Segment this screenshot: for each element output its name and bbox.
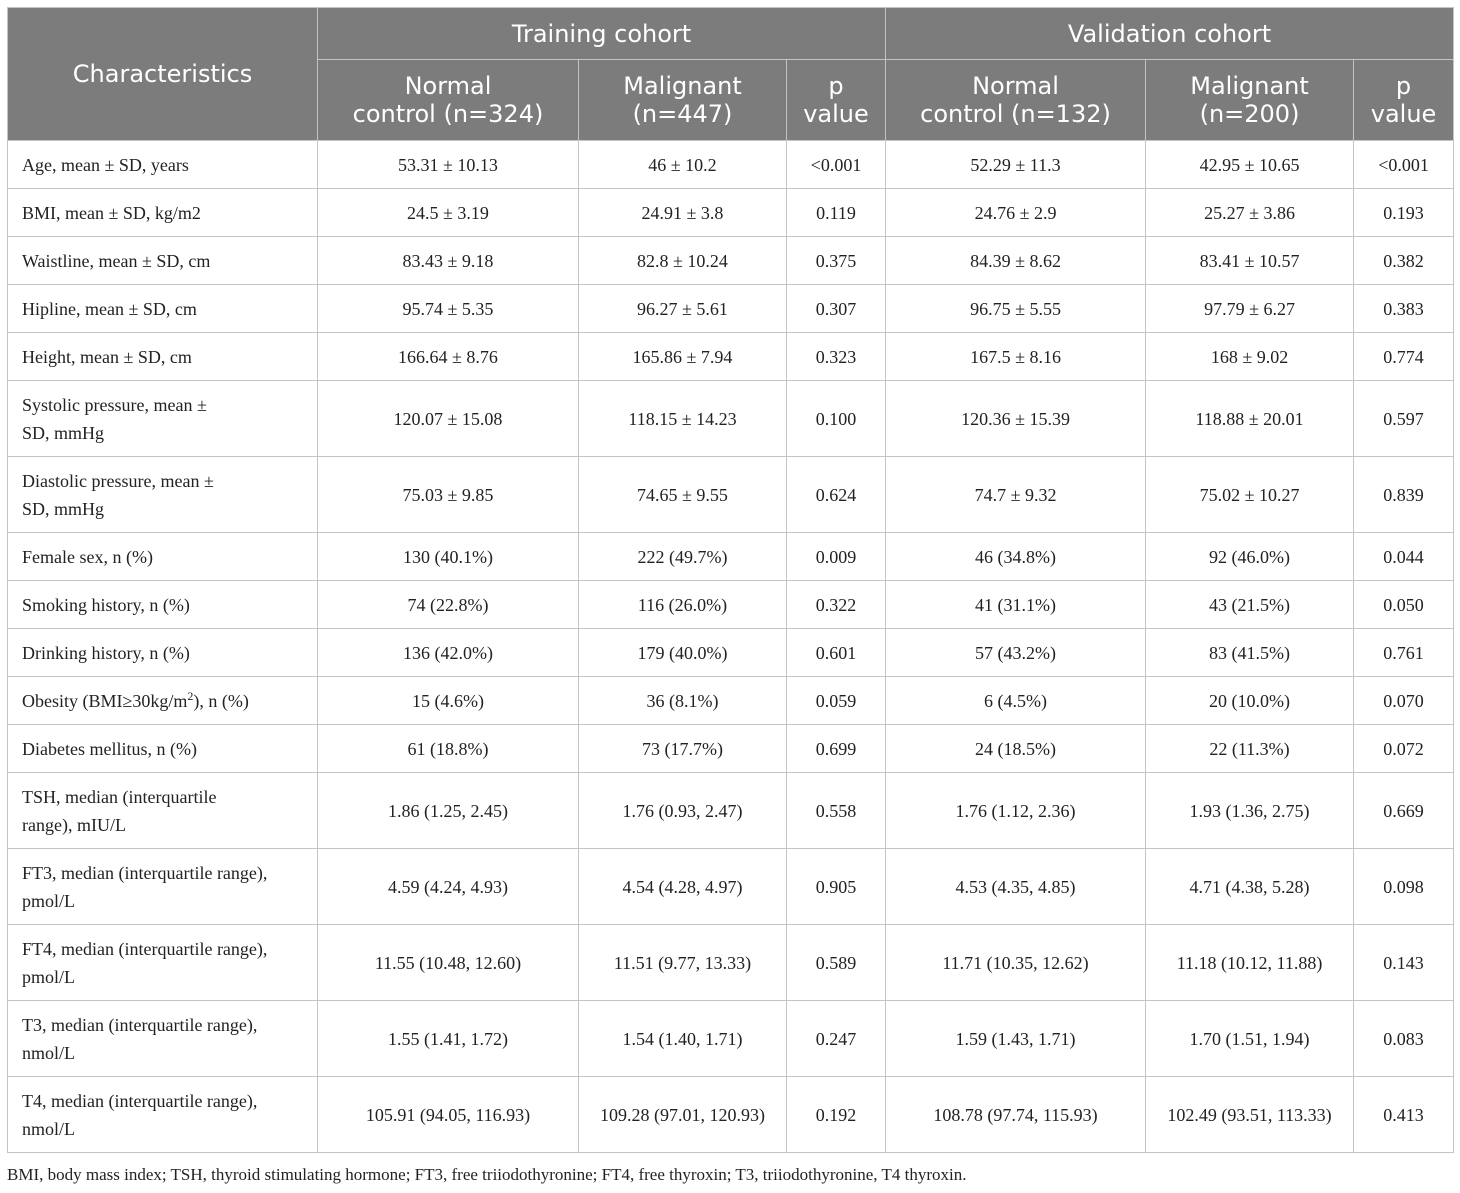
- cell-validation-normal: 1.59 (1.43, 1.71): [886, 1001, 1146, 1077]
- header-row-groups: [8, 8, 1454, 60]
- row-label: [8, 925, 318, 1001]
- cell-validation-malignant: 43 (21.5%): [1146, 581, 1354, 629]
- header-training-p-value: [787, 60, 886, 141]
- cell-training-normal: 136 (42.0%): [318, 629, 579, 677]
- cell-training-malignant: 73 (17.7%): [579, 725, 787, 773]
- row-label: [8, 1001, 318, 1077]
- cell-training-malignant: 1.54 (1.40, 1.71): [579, 1001, 787, 1077]
- cell-validation-normal: 74.7 ± 9.32: [886, 457, 1146, 533]
- cell-validation-p: 0.413: [1354, 1077, 1454, 1153]
- cell-training-malignant: 179 (40.0%): [579, 629, 787, 677]
- cell-validation-normal: 57 (43.2%): [886, 629, 1146, 677]
- table-body: [8, 141, 1454, 1153]
- table-container: [7, 7, 1453, 1153]
- cell-training-malignant: 1.76 (0.93, 2.47): [579, 773, 787, 849]
- cell-validation-normal: 108.78 (97.74, 115.93): [886, 1077, 1146, 1153]
- cell-training-p: 0.100: [787, 381, 886, 457]
- row-label: Diabetes mellitus, n (%): [8, 725, 318, 773]
- row-label: Hipline, mean ± SD, cm: [8, 285, 318, 333]
- cell-training-normal: 53.31 ± 10.13: [318, 141, 579, 189]
- cell-validation-malignant: 102.49 (93.51, 113.33): [1146, 1077, 1354, 1153]
- cell-training-normal: 95.74 ± 5.35: [318, 285, 579, 333]
- header-line: control (n=132): [920, 100, 1111, 128]
- cell-training-p: 0.009: [787, 533, 886, 581]
- row-label-part: Obesity (BMI≥30kg/m: [22, 690, 188, 711]
- cell-validation-malignant: 20 (10.0%): [1146, 677, 1354, 725]
- cell-training-malignant: 118.15 ± 14.23: [579, 381, 787, 457]
- header-training-malignant: [579, 60, 787, 141]
- row-label-line: Diastolic pressure, mean ±: [22, 470, 214, 491]
- cell-training-p: 0.323: [787, 333, 886, 381]
- table-row: [8, 677, 1454, 725]
- cell-training-normal: 105.91 (94.05, 116.93): [318, 1077, 579, 1153]
- cell-training-normal: 166.64 ± 8.76: [318, 333, 579, 381]
- header-characteristics: Characteristics: [8, 8, 318, 141]
- header-training-cohort: Training cohort: [318, 8, 886, 60]
- cell-validation-malignant: 1.93 (1.36, 2.75): [1146, 773, 1354, 849]
- header-line: (n=200): [1199, 100, 1300, 128]
- cell-training-malignant: 116 (26.0%): [579, 581, 787, 629]
- cell-validation-p: <0.001: [1354, 141, 1454, 189]
- table-row: [8, 725, 1454, 773]
- table-row: [8, 1001, 1454, 1077]
- cell-training-p: 0.601: [787, 629, 886, 677]
- table-row: [8, 285, 1454, 333]
- table-row: [8, 1077, 1454, 1153]
- cell-training-p: 0.375: [787, 237, 886, 285]
- cell-training-malignant: 4.54 (4.28, 4.97): [579, 849, 787, 925]
- cell-validation-p: 0.193: [1354, 189, 1454, 237]
- table-row: [8, 457, 1454, 533]
- row-label: Height, mean ± SD, cm: [8, 333, 318, 381]
- header-validation-p-value: [1354, 60, 1454, 141]
- cell-validation-p: 0.383: [1354, 285, 1454, 333]
- cell-validation-normal: 6 (4.5%): [886, 677, 1146, 725]
- cell-training-malignant: 46 ± 10.2: [579, 141, 787, 189]
- cell-validation-malignant: 83.41 ± 10.57: [1146, 237, 1354, 285]
- row-label: [8, 457, 318, 533]
- row-label: BMI, mean ± SD, kg/m2: [8, 189, 318, 237]
- cell-validation-normal: 167.5 ± 8.16: [886, 333, 1146, 381]
- cell-validation-normal: 24 (18.5%): [886, 725, 1146, 773]
- cell-validation-p: 0.761: [1354, 629, 1454, 677]
- header-line: control (n=324): [352, 100, 544, 128]
- cell-training-normal: 83.43 ± 9.18: [318, 237, 579, 285]
- cell-validation-malignant: 42.95 ± 10.65: [1146, 141, 1354, 189]
- header-validation-cohort: Validation cohort: [886, 8, 1454, 60]
- cell-training-malignant: 24.91 ± 3.8: [579, 189, 787, 237]
- cell-training-p: <0.001: [787, 141, 886, 189]
- table-row: [8, 629, 1454, 677]
- cell-validation-malignant: 4.71 (4.38, 5.28): [1146, 849, 1354, 925]
- characteristics-table: [7, 7, 1454, 1153]
- cell-validation-p: 0.070: [1354, 677, 1454, 725]
- header-line: Normal: [404, 72, 492, 100]
- row-label-line: nmol/L: [22, 1042, 75, 1063]
- cell-training-normal: 11.55 (10.48, 12.60): [318, 925, 579, 1001]
- header-line: Malignant: [623, 72, 742, 100]
- table-row: [8, 581, 1454, 629]
- table-row: [8, 333, 1454, 381]
- row-label: [8, 677, 318, 725]
- cell-training-p: 0.059: [787, 677, 886, 725]
- cell-training-p: 0.589: [787, 925, 886, 1001]
- row-label-line: pmol/L: [22, 890, 75, 911]
- row-label-superscript: 2: [187, 688, 194, 703]
- header-line: value: [803, 100, 869, 128]
- cell-training-normal: 4.59 (4.24, 4.93): [318, 849, 579, 925]
- cell-training-normal: 1.86 (1.25, 2.45): [318, 773, 579, 849]
- cell-training-normal: 1.55 (1.41, 1.72): [318, 1001, 579, 1077]
- table-row: [8, 237, 1454, 285]
- header-validation-malignant: [1146, 60, 1354, 141]
- table-row: [8, 849, 1454, 925]
- cell-training-p: 0.322: [787, 581, 886, 629]
- row-label-line: SD, mmHg: [22, 422, 105, 443]
- row-label: [8, 773, 318, 849]
- cell-validation-normal: 4.53 (4.35, 4.85): [886, 849, 1146, 925]
- cell-training-normal: 74 (22.8%): [318, 581, 579, 629]
- cell-validation-normal: 52.29 ± 11.3: [886, 141, 1146, 189]
- cell-validation-p: 0.839: [1354, 457, 1454, 533]
- cell-training-malignant: 36 (8.1%): [579, 677, 787, 725]
- cell-validation-malignant: 22 (11.3%): [1146, 725, 1354, 773]
- cell-validation-p: 0.382: [1354, 237, 1454, 285]
- cell-validation-p: 0.143: [1354, 925, 1454, 1001]
- cell-training-malignant: 96.27 ± 5.61: [579, 285, 787, 333]
- cell-validation-p: 0.774: [1354, 333, 1454, 381]
- cell-validation-normal: 11.71 (10.35, 12.62): [886, 925, 1146, 1001]
- table-row: [8, 189, 1454, 237]
- header-line: Malignant: [1190, 72, 1309, 100]
- cell-training-normal: 15 (4.6%): [318, 677, 579, 725]
- cell-validation-malignant: 168 ± 9.02: [1146, 333, 1354, 381]
- table-header: [8, 8, 1454, 141]
- table-row: [8, 381, 1454, 457]
- cell-validation-normal: 1.76 (1.12, 2.36): [886, 773, 1146, 849]
- cell-validation-p: 0.050: [1354, 581, 1454, 629]
- header-training-normal: [318, 60, 579, 141]
- cell-validation-normal: 41 (31.1%): [886, 581, 1146, 629]
- cell-training-p: 0.307: [787, 285, 886, 333]
- row-label-line: T3, median (interquartile range),: [22, 1014, 258, 1035]
- cell-validation-normal: 24.76 ± 2.9: [886, 189, 1146, 237]
- row-label: [8, 1077, 318, 1153]
- cell-validation-p: 0.098: [1354, 849, 1454, 925]
- cell-training-normal: 24.5 ± 3.19: [318, 189, 579, 237]
- row-label-line: Systolic pressure, mean ±: [22, 394, 207, 415]
- row-label-line: SD, mmHg: [22, 498, 105, 519]
- cell-validation-malignant: 1.70 (1.51, 1.94): [1146, 1001, 1354, 1077]
- row-label-line: TSH, median (interquartile: [22, 786, 217, 807]
- header-line: Normal: [972, 72, 1059, 100]
- cell-validation-normal: 84.39 ± 8.62: [886, 237, 1146, 285]
- cell-training-malignant: 82.8 ± 10.24: [579, 237, 787, 285]
- cell-training-malignant: 74.65 ± 9.55: [579, 457, 787, 533]
- row-label-line: FT3, median (interquartile range),: [22, 862, 268, 883]
- cell-validation-malignant: 75.02 ± 10.27: [1146, 457, 1354, 533]
- table-row: [8, 533, 1454, 581]
- cell-training-malignant: 222 (49.7%): [579, 533, 787, 581]
- cell-training-p: 0.192: [787, 1077, 886, 1153]
- row-label-line: nmol/L: [22, 1118, 75, 1139]
- row-label: Waistline, mean ± SD, cm: [8, 237, 318, 285]
- cell-validation-malignant: 92 (46.0%): [1146, 533, 1354, 581]
- cell-validation-malignant: 83 (41.5%): [1146, 629, 1354, 677]
- cell-validation-p: 0.669: [1354, 773, 1454, 849]
- cell-validation-malignant: 11.18 (10.12, 11.88): [1146, 925, 1354, 1001]
- cell-validation-malignant: 118.88 ± 20.01: [1146, 381, 1354, 457]
- cell-training-normal: 75.03 ± 9.85: [318, 457, 579, 533]
- cell-training-malignant: 11.51 (9.77, 13.33): [579, 925, 787, 1001]
- row-label-line: pmol/L: [22, 966, 75, 987]
- cell-training-p: 0.247: [787, 1001, 886, 1077]
- cell-training-p: 0.905: [787, 849, 886, 925]
- cell-validation-malignant: 97.79 ± 6.27: [1146, 285, 1354, 333]
- table-footnote: BMI, body mass index; TSH, thyroid stimulating hormone; FT3, free triiodothyronine; FT4, free thyroxin; T3, triiodothyronine, T4 thyroxin.: [7, 1165, 967, 1184]
- header-line: p: [1395, 72, 1412, 100]
- header-line: p: [828, 72, 844, 100]
- cell-training-malignant: 165.86 ± 7.94: [579, 333, 787, 381]
- cell-validation-normal: 46 (34.8%): [886, 533, 1146, 581]
- table-row: [8, 773, 1454, 849]
- table-row: [8, 141, 1454, 189]
- header-line: value: [1370, 100, 1437, 128]
- row-label-line: range), mIU/L: [22, 814, 126, 835]
- cell-validation-normal: 120.36 ± 15.39: [886, 381, 1146, 457]
- cell-training-p: 0.558: [787, 773, 886, 849]
- header-validation-normal: [886, 60, 1146, 141]
- cell-training-p: 0.699: [787, 725, 886, 773]
- row-label: Age, mean ± SD, years: [8, 141, 318, 189]
- cell-training-normal: 61 (18.8%): [318, 725, 579, 773]
- cell-validation-p: 0.083: [1354, 1001, 1454, 1077]
- cell-training-normal: 130 (40.1%): [318, 533, 579, 581]
- header-line: (n=447): [632, 100, 733, 128]
- row-label: Female sex, n (%): [8, 533, 318, 581]
- cell-validation-p: 0.072: [1354, 725, 1454, 773]
- cell-training-malignant: 109.28 (97.01, 120.93): [579, 1077, 787, 1153]
- cell-validation-malignant: 25.27 ± 3.86: [1146, 189, 1354, 237]
- cell-validation-normal: 96.75 ± 5.55: [886, 285, 1146, 333]
- cell-training-p: 0.624: [787, 457, 886, 533]
- row-label-part: ), n (%): [193, 690, 249, 711]
- row-label: [8, 381, 318, 457]
- row-label: Drinking history, n (%): [8, 629, 318, 677]
- row-label: Smoking history, n (%): [8, 581, 318, 629]
- cell-validation-p: 0.044: [1354, 533, 1454, 581]
- table-row: [8, 925, 1454, 1001]
- row-label: [8, 849, 318, 925]
- cell-validation-p: 0.597: [1354, 381, 1454, 457]
- row-label-line: T4, median (interquartile range),: [22, 1090, 258, 1111]
- row-label-line: FT4, median (interquartile range),: [22, 938, 268, 959]
- cell-training-p: 0.119: [787, 189, 886, 237]
- cell-training-normal: 120.07 ± 15.08: [318, 381, 579, 457]
